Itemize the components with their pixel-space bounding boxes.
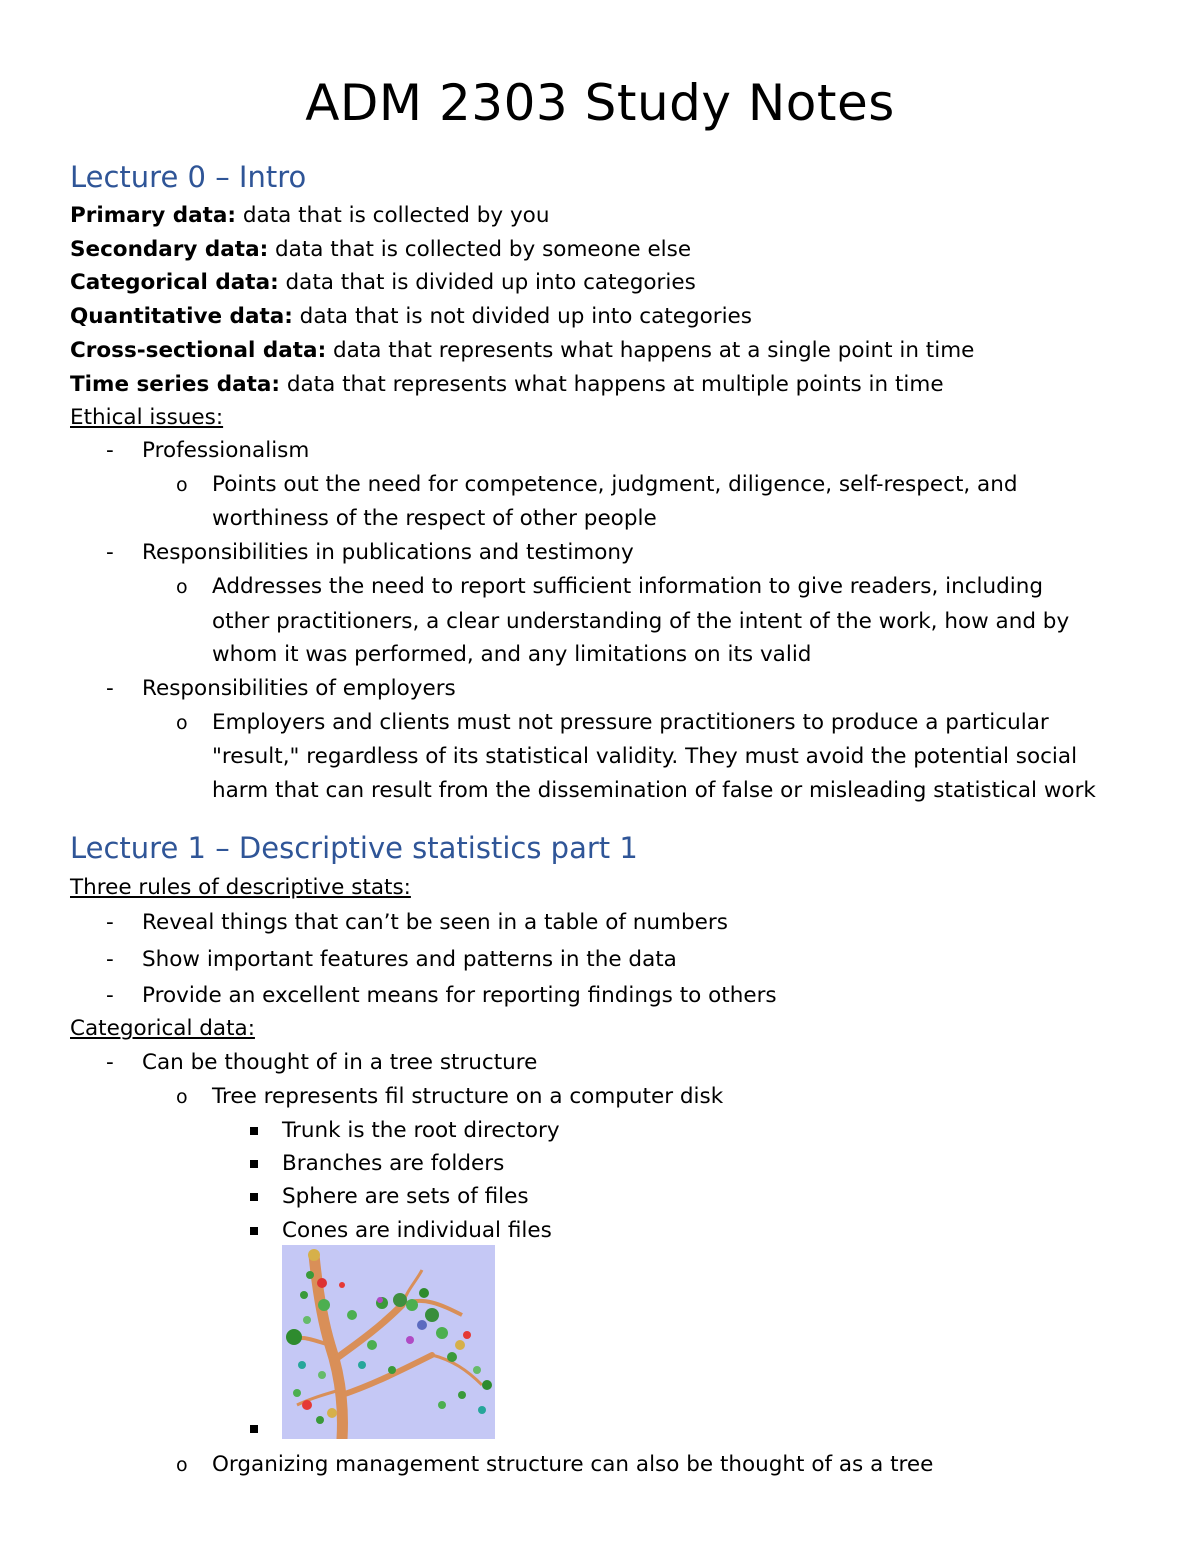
circle-bullet: o xyxy=(176,1454,188,1476)
definition-line xyxy=(70,370,944,400)
definition-line xyxy=(70,302,752,332)
definition-term: Cross-sectional data: xyxy=(70,338,327,363)
lecture0-heading: Lecture 0 – Intro xyxy=(70,160,307,194)
list-item: Show important features and patterns in the data xyxy=(142,947,677,972)
dash-bullet: - xyxy=(106,947,114,972)
list-subitem-cont: whom it was performed, and any limitations on its valid xyxy=(212,642,812,667)
list-point: Cones are individual files xyxy=(282,1218,552,1243)
list-item: Reveal things that can’t be seen in a table of numbers xyxy=(142,910,728,935)
list-item: Can be thought of in a tree structure xyxy=(142,1050,538,1075)
dash-bullet: - xyxy=(106,983,114,1008)
definition-term: Time series data: xyxy=(70,372,281,397)
definition-text: data that represents what happens at multiple points in time xyxy=(280,372,944,397)
categorical-label: Categorical data: xyxy=(70,1016,255,1041)
definition-line xyxy=(70,268,696,298)
list-subitem: Tree represents fil structure on a computer disk xyxy=(212,1084,724,1109)
square-bullet xyxy=(250,1127,258,1135)
tree-visualization-graphic xyxy=(282,1245,495,1439)
definition-text: data that represents what happens at a single point in time xyxy=(326,338,975,363)
circle-bullet: o xyxy=(176,1086,188,1108)
list-item: Professionalism xyxy=(142,438,310,463)
tree-visualization-image xyxy=(282,1245,495,1439)
list-subitem: Employers and clients must not pressure practitioners to produce a particular xyxy=(212,710,1049,735)
square-bullet xyxy=(250,1160,258,1168)
list-point: Sphere are sets of files xyxy=(282,1184,529,1209)
lecture1-heading: Lecture 1 – Descriptive statistics part 1 xyxy=(70,831,638,865)
page-title: ADM 2303 Study Notes xyxy=(305,74,895,132)
list-subitem: Organizing management structure can also be thought of as a tree xyxy=(212,1452,934,1477)
dash-bullet: - xyxy=(106,1050,114,1075)
list-subitem: Points out the need for competence, judgment, diligence, self-respect, and xyxy=(212,472,1018,497)
list-item: Provide an excellent means for reporting findings to others xyxy=(142,983,777,1008)
ethical-issues-label: Ethical issues: xyxy=(70,405,224,430)
dash-bullet: - xyxy=(106,540,114,565)
list-point: Branches are folders xyxy=(282,1151,505,1176)
list-point: Trunk is the root directory xyxy=(282,1118,560,1143)
square-bullet xyxy=(250,1227,258,1235)
definition-term: Categorical data: xyxy=(70,270,279,295)
definition-line xyxy=(70,201,549,231)
definition-text: data that is not divided up into categories xyxy=(292,304,752,329)
definition-term: Primary data: xyxy=(70,203,237,228)
square-bullet xyxy=(250,1425,258,1433)
list-subitem-cont: "result," regardless of its statistical validity. They must avoid the potential social xyxy=(212,744,1078,769)
list-subitem: Addresses the need to report sufficient information to give readers, including xyxy=(212,574,1044,599)
dash-bullet: - xyxy=(106,676,114,701)
definition-line xyxy=(70,235,691,265)
list-subitem-cont: other practitioners, a clear understanding of the intent of the work, how and by xyxy=(212,609,1070,634)
rules-label: Three rules of descriptive stats: xyxy=(70,875,411,900)
dash-bullet: - xyxy=(106,910,114,935)
definition-text: data that is collected by you xyxy=(236,203,550,228)
definition-term: Quantitative data: xyxy=(70,304,293,329)
circle-bullet: o xyxy=(176,576,188,598)
list-item: Responsibilities of employers xyxy=(142,676,456,701)
definition-term: Secondary data: xyxy=(70,237,269,262)
list-item: Responsibilities in publications and testimony xyxy=(142,540,634,565)
square-bullet xyxy=(250,1193,258,1201)
definition-text: data that is collected by someone else xyxy=(268,237,692,262)
list-subitem-cont: harm that can result from the dissemination of false or misleading statistical work xyxy=(212,778,1096,803)
definition-text: data that is divided up into categories xyxy=(278,270,696,295)
circle-bullet: o xyxy=(176,712,188,734)
circle-bullet: o xyxy=(176,474,188,496)
dash-bullet: - xyxy=(106,438,114,463)
definition-line xyxy=(70,336,974,366)
list-subitem-cont: worthiness of the respect of other people xyxy=(212,506,657,531)
